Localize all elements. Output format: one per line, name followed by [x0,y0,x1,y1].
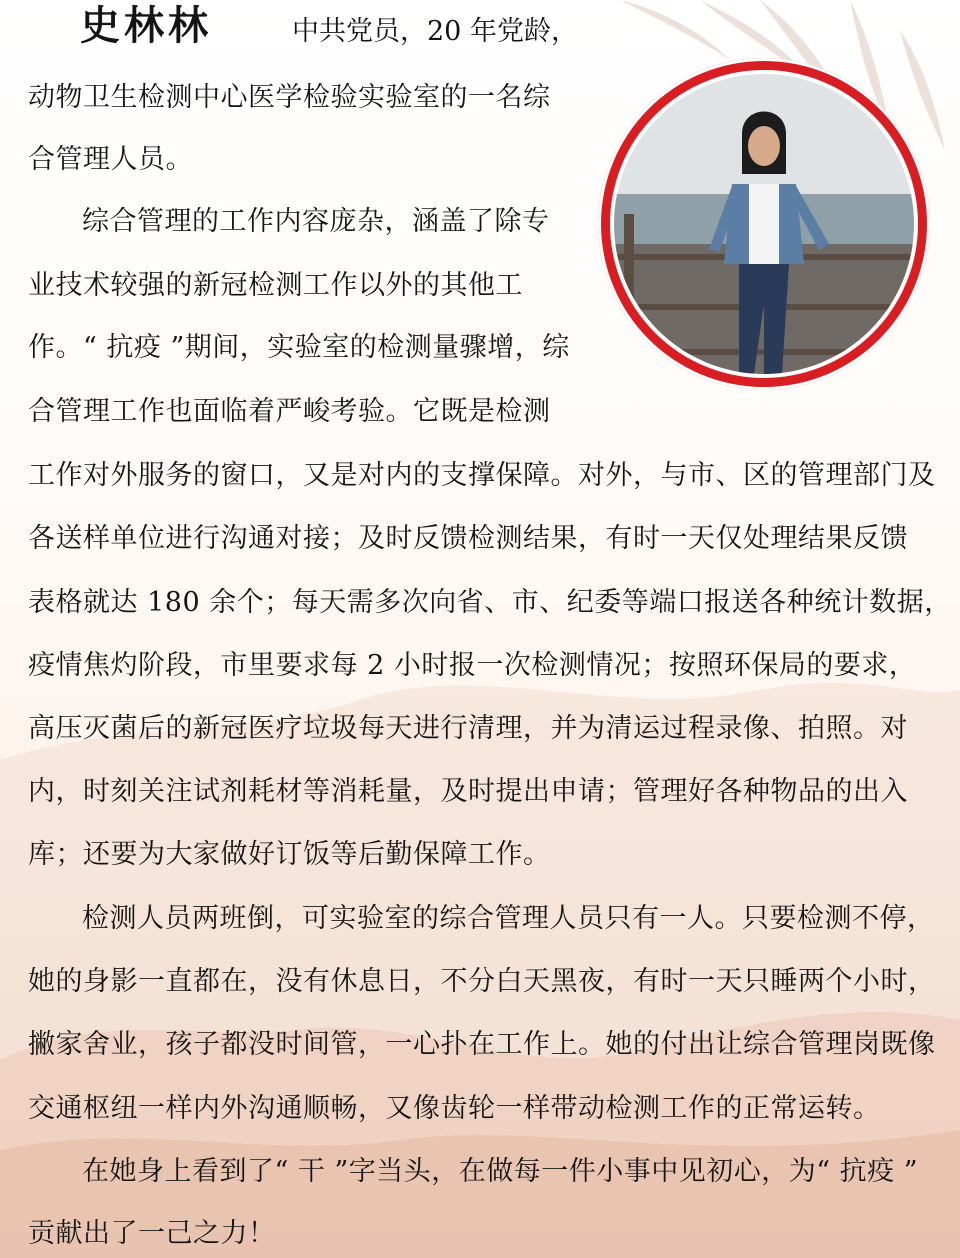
text-line: 库；还要为大家做好订饭等后勤保障工作。 [28,839,551,870]
person-name: 史林林 [80,3,212,49]
text-line: 作。“ 抗疫 ”期间，实验室的检测量骤增，综 [28,332,570,363]
text-line: 贡献出了一己之力！ [28,1218,276,1249]
text-line: 工作对外服务的窗口，又是对内的支撑保障。对外，与市、区的管理部门及 [28,460,936,491]
text-line: 在她身上看到了“ 干 ”字当头，在做每一件小事中见初心，为“ 抗疫 ” [82,1156,919,1187]
text-line: 各送样单位进行沟通对接；及时反馈检测结果，有时一天仅处理结果反馈 [28,523,908,554]
person-intro: 中共党员，20 年党龄， [292,16,578,47]
text-line: 疫情焦灼阶段，市里要求每 2 小时报一次检测情况；按照环保局的要求， [28,650,917,681]
text-line: 业技术较强的新冠检测工作以外的其他工 [28,270,523,301]
text-line: 表格就达 180 余个；每天需多次向省、市、纪委等端口报送各种统计数据， [28,587,952,618]
text-line: 她的身影一直都在，没有休息日，不分白天黑夜，有时一天只睡两个小时， [28,966,936,997]
text-line: 高压灭菌后的新冠医疗垃圾每天进行清理，并为清运过程录像、拍照。对 [28,713,908,744]
text-line: 动物卫生检测中心医学检验实验室的一名综 [28,82,551,113]
text-line: 内，时刻关注试剂耗材等消耗量，及时提出申请；管理好各种物品的出入 [28,776,908,807]
text-line: 合管理工作也面临着严峻考验。它既是检测 [28,396,551,427]
text-line: 综合管理的工作内容庞杂，涵盖了除专 [82,206,550,237]
text-line: 检测人员两班倒，可实验室的综合管理人员只有一人。只要检测不停， [82,903,935,934]
text-line: 交通枢纽一样内外沟通顺畅，又像齿轮一样带动检测工作的正常运转。 [28,1093,881,1124]
portrait-photo [610,70,918,378]
text-line: 撇家舍业，孩子都没时间管，一心扑在工作上。她的付出让综合管理岗既像 [28,1029,936,1060]
text-line: 合管理人员。 [28,144,193,175]
